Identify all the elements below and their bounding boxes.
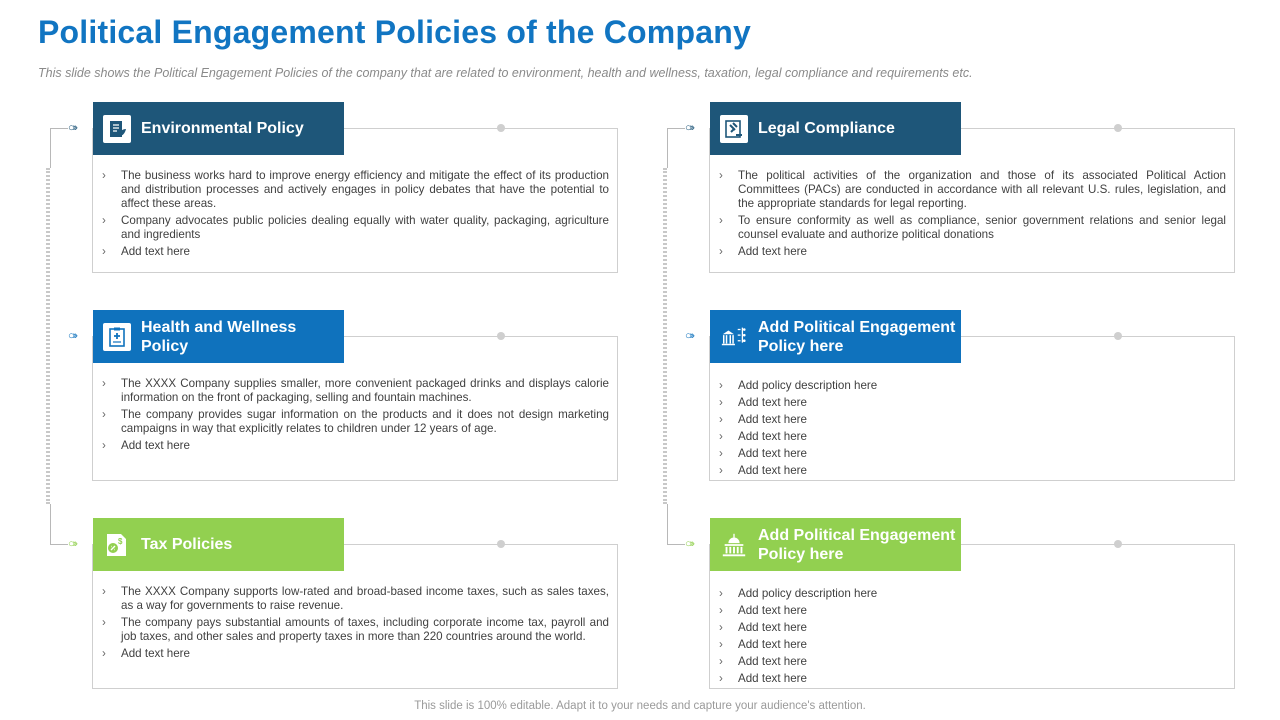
capitol-building-icon xyxy=(720,531,748,559)
box-dot xyxy=(497,332,505,340)
bullet-list xyxy=(718,587,1226,689)
policy-title: Environmental Policy xyxy=(141,120,304,137)
left-connector xyxy=(50,128,68,129)
right-connector xyxy=(667,544,685,545)
bullet-item: › The XXXX Company supplies smaller, more convenient packaged drinks and displays calorie information on the front of packaging, selling and fountain machines. xyxy=(101,377,609,405)
bullet-item: › Add policy description here xyxy=(718,587,1226,601)
arrow-icon: ○›› xyxy=(68,122,76,134)
policy-title: Add Political Engagement Policy here xyxy=(758,318,956,355)
bullet-item: › To ensure conformity as well as compliance, senior government relations and senior legal counsel evaluate and authorize political donations xyxy=(718,214,1226,242)
arrow-icon: ○›› xyxy=(68,538,76,550)
arrow-icon: ○›› xyxy=(68,330,76,342)
right-connector xyxy=(667,128,685,129)
policy-header-environmental xyxy=(93,102,344,155)
bullet-item: › Add text here xyxy=(718,638,1226,652)
box-divider xyxy=(1122,336,1235,337)
box-dot xyxy=(497,124,505,132)
box-dot xyxy=(1114,332,1122,340)
box-dot xyxy=(1114,540,1122,548)
box-divider xyxy=(505,544,618,545)
bullet-item: › Company advocates public policies dealing equally with water quality, packaging, agriculture and ingredients xyxy=(101,214,609,242)
policy-header-health xyxy=(93,310,344,363)
policy-header-legal xyxy=(710,102,961,155)
bullet-item: › Add text here xyxy=(718,655,1226,669)
bullet-item: › Add text here xyxy=(101,439,609,453)
right-connector xyxy=(667,128,668,168)
page-title: Political Engagement Policies of the Company xyxy=(38,14,751,50)
bullet-list xyxy=(101,377,609,456)
document-leaf-icon xyxy=(103,115,131,143)
box-divider xyxy=(505,128,618,129)
arrow-icon: ○›› xyxy=(685,538,693,550)
page-subtitle: This slide shows the Political Engagement Policies of the company that are related to environment, health and wellness, taxation, legal compliance and requirements etc. xyxy=(38,66,973,80)
bullet-item: › Add text here xyxy=(718,413,1226,427)
arrow-icon: ○›› xyxy=(685,122,693,134)
bullet-item: › The political activities of the organization and those of its associated Political Action Committees (PACs) are conducted in accordance with all relevant U.S. rules, legislation, and the appropriate standards for legal reporting. xyxy=(718,169,1226,211)
policy-title: Add Political Engagement Policy here xyxy=(758,526,956,563)
policy-header-add-green xyxy=(710,518,961,571)
policy-header-tax xyxy=(93,518,344,571)
bullet-item: › The company pays substantial amounts of taxes, including corporate income tax, payroll and job taxes, and other sales and property taxes in more than 220 countries around the world. xyxy=(101,616,609,644)
government-building-icon xyxy=(720,323,748,351)
bullet-item: › Add text here xyxy=(718,464,1226,478)
bullet-item: › The business works hard to improve energy efficiency and mitigate the effect of its production and distribution processes and actively engages in policy debates that have the potential to affect these areas. xyxy=(101,169,609,211)
medical-clipboard-icon xyxy=(103,323,131,351)
bullet-list xyxy=(718,169,1226,262)
footer-note: This slide is 100% editable. Adapt it to your needs and capture your audience's attention. xyxy=(414,700,866,712)
left-connector xyxy=(50,544,68,545)
bullet-item: › Add text here xyxy=(718,245,1226,259)
right-connector xyxy=(667,504,668,545)
bullet-item: › Add text here xyxy=(718,396,1226,410)
bullet-item: › Add text here xyxy=(101,245,609,259)
bullet-item: › Add text here xyxy=(718,604,1226,618)
bullet-item: › Add text here xyxy=(718,447,1226,461)
svg-text:$: $ xyxy=(118,536,123,546)
bullet-item: › The XXXX Company supports low-rated and broad-based income taxes, such as sales taxes, as a way for governments to raise revenue. xyxy=(101,585,609,613)
left-connector xyxy=(50,128,51,168)
tax-money-icon xyxy=(103,531,131,559)
gavel-document-icon xyxy=(720,115,748,143)
left-timeline xyxy=(46,168,50,504)
arrow-icon: ○›› xyxy=(685,330,693,342)
bullet-item: › Add text here xyxy=(718,430,1226,444)
bullet-item: › The company provides sugar information on the products and it does not design marketing campaigns in way that explicitly relates to children under 12 years of age. xyxy=(101,408,609,436)
left-connector xyxy=(50,504,51,545)
policy-header-add-blue xyxy=(710,310,961,363)
right-timeline xyxy=(663,168,667,504)
bullet-list xyxy=(101,169,609,262)
policy-title: Legal Compliance xyxy=(758,120,895,137)
policy-title: Tax Policies xyxy=(141,536,233,553)
bullet-item: › Add text here xyxy=(718,621,1226,635)
box-dot xyxy=(497,540,505,548)
box-divider xyxy=(1122,544,1235,545)
bullet-item: › Add text here xyxy=(718,672,1226,686)
bullet-list xyxy=(101,585,609,664)
policy-title: Health and Wellness Policy xyxy=(141,318,297,355)
box-dot xyxy=(1114,124,1122,132)
box-divider xyxy=(505,336,618,337)
box-divider xyxy=(1122,128,1235,129)
bullet-item: › Add text here xyxy=(101,647,609,661)
bullet-list xyxy=(718,379,1226,481)
bullet-item: › Add policy description here xyxy=(718,379,1226,393)
